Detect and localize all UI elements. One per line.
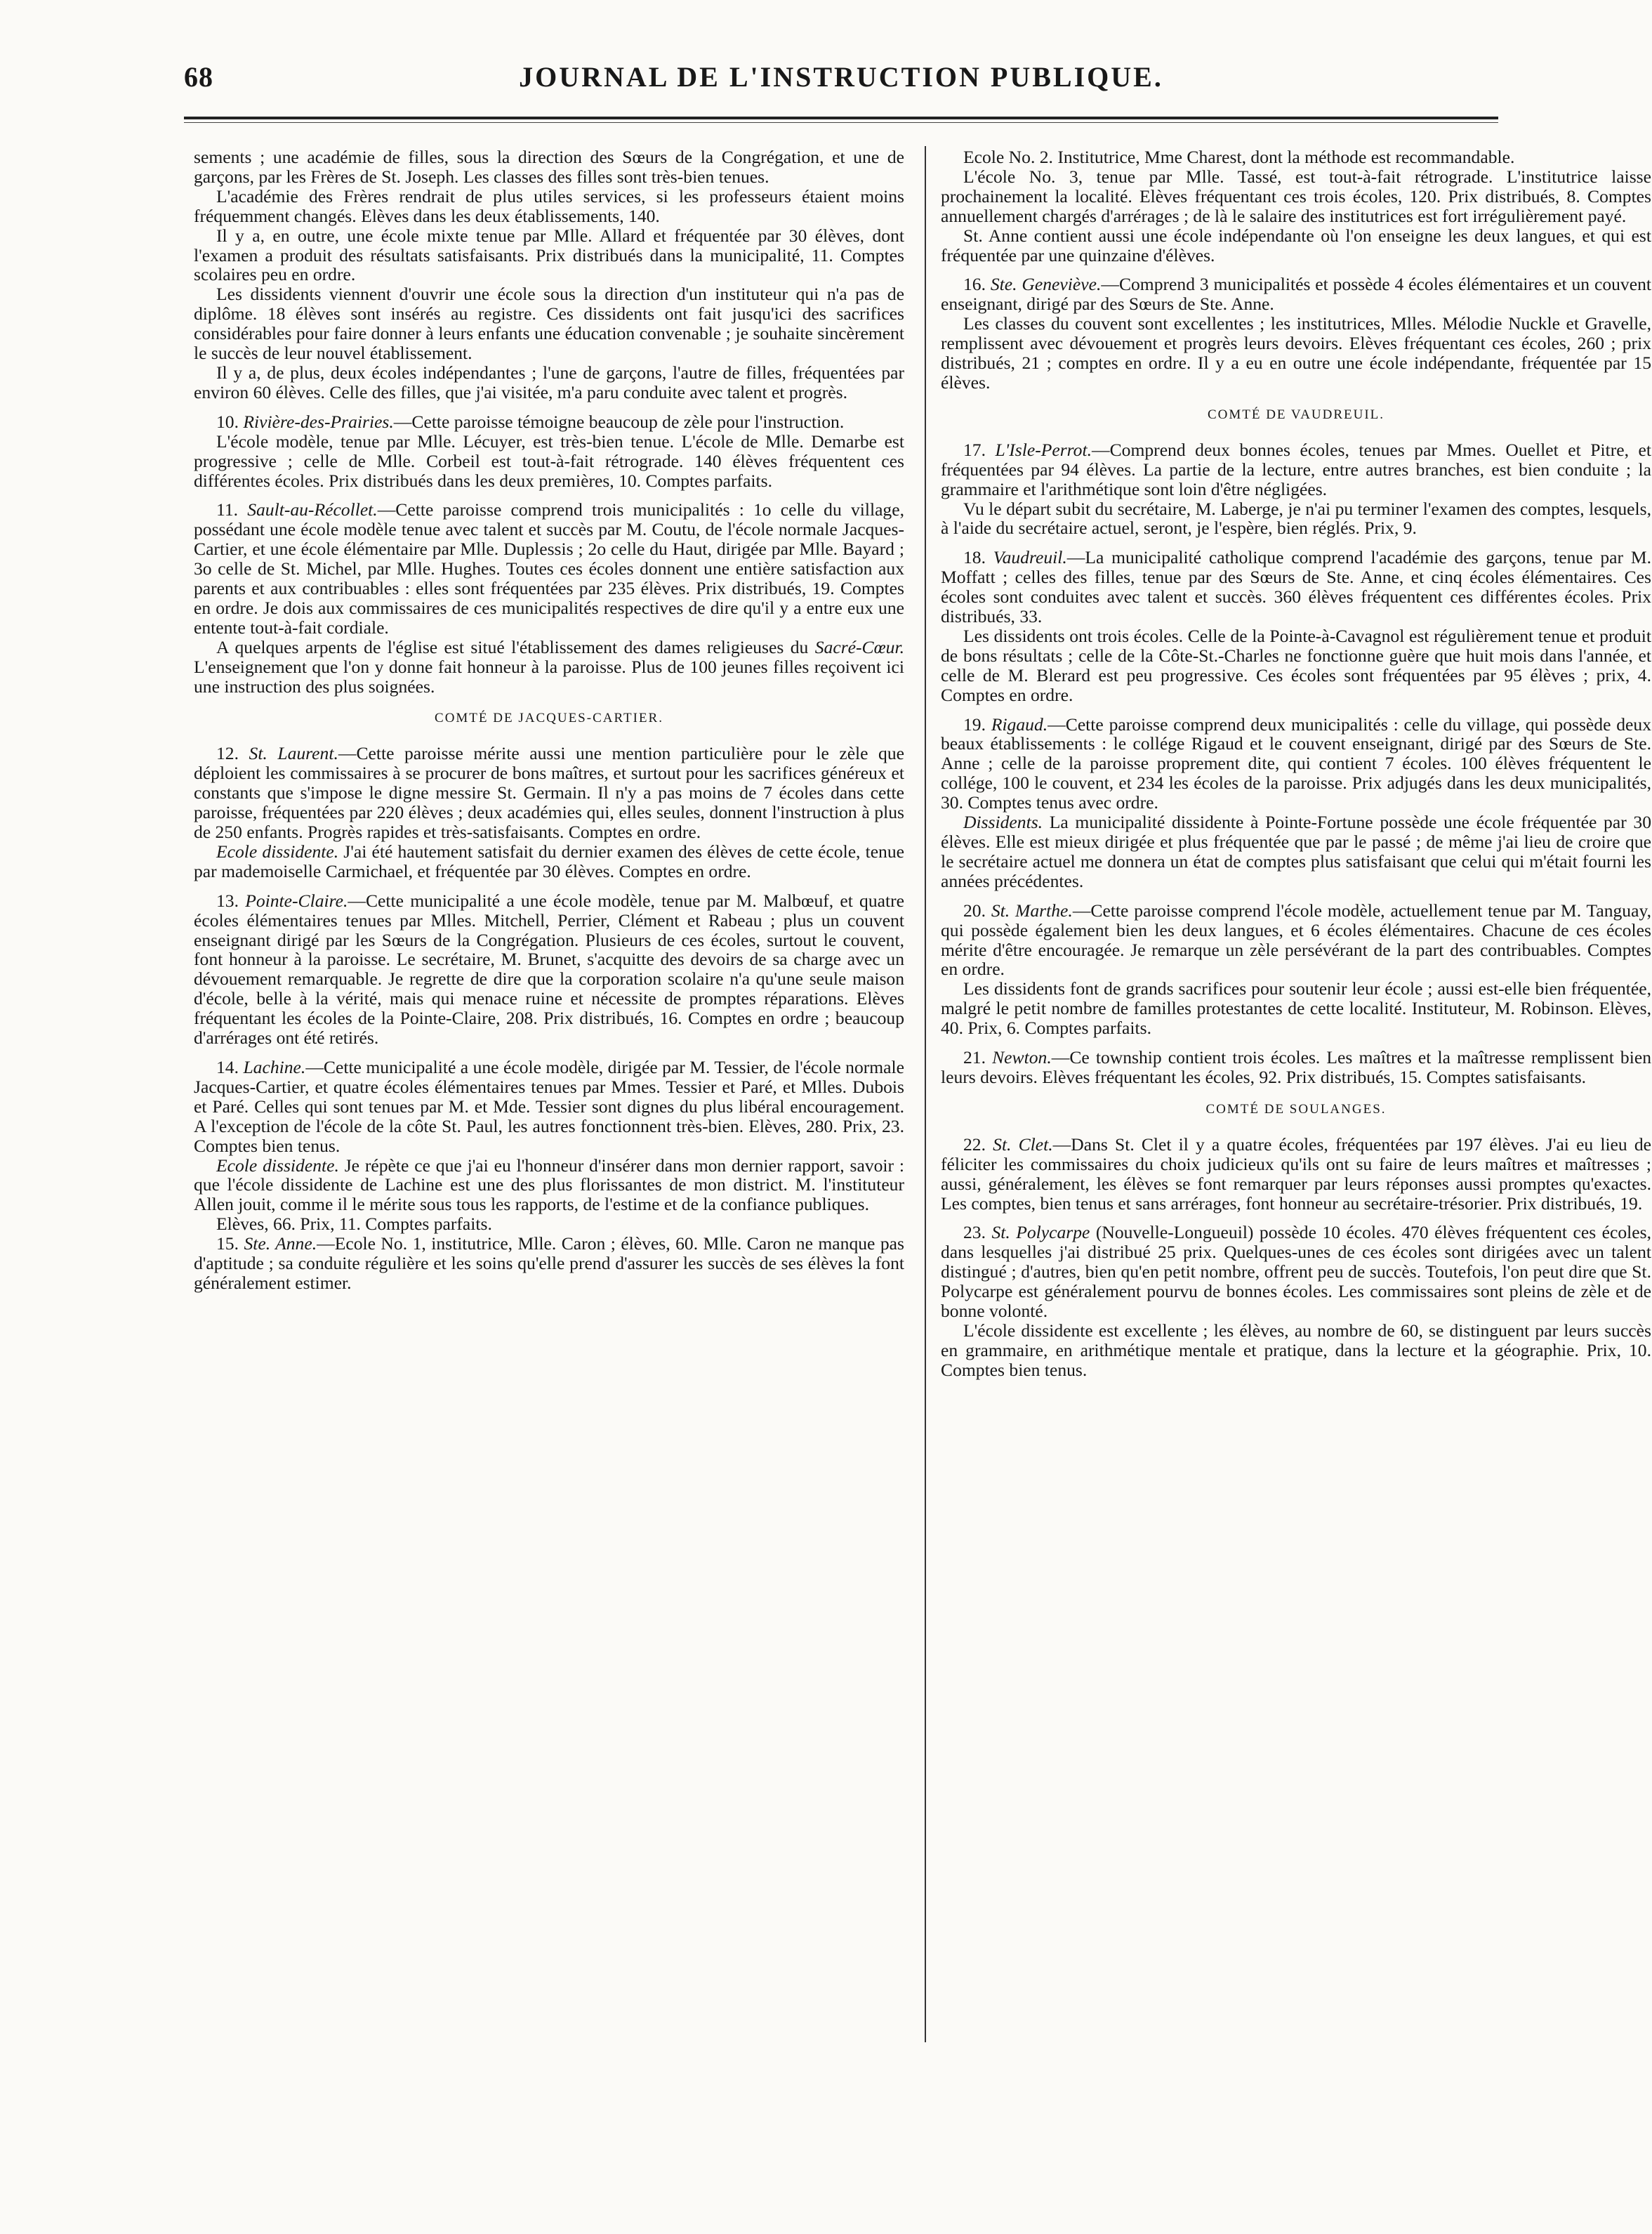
entry-ste-genevieve (941, 275, 1651, 314)
entry-st-marthe (941, 901, 1651, 980)
entry-text: J'ai été hautement satisfait du dernier examen des élèves de cette école, tenue par mademoiselle Carmichael, et fréquentée par 30 élèves. Comptes en ordre. (194, 841, 905, 881)
paragraph: L'académie des Frères rendrait de plus utiles services, si les professeurs étaient moins fréquemment changés. Elèves dans les deux établissements, 140. (194, 185, 904, 226)
entry-st-polycarpe (941, 1223, 1651, 1321)
entry-text: —La municipalité catholique comprend l'académie des garçons, tenue par M. Moffatt ; celles des filles, tenue par des Sœurs de Ste. Anne, et cinq écoles élémentaires. Ces écoles sont conduites avec talent et succès. 360 élèves fréquentent ces différentes écoles. Prix distribués, 33. (941, 547, 1651, 627)
entry-title: Pointe-Claire. (245, 890, 348, 911)
entry-title: Ste. Anne. (244, 1233, 317, 1254)
entry-text: Je répète ce que j'ai eu l'honneur d'insérer dans mon dernier rapport, savoir : que l'école dissidente de Lachine est une des plus florissantes de mon district. M. l'instituteur Allen jouit, comme il le mérite sous tous les rapports, de l'estime et de la confiance publiques. (194, 1155, 904, 1215)
entry-sault-au-recollet (194, 500, 904, 637)
text-run: L'enseignement que l'on y donne fait honneur à la paroisse. Plus de 100 jeunes filles reçoivent ici une instruction des plus soignées. (194, 656, 904, 697)
entry-text: —Ecole No. 1, institutrice, Mlle. Caron ; élèves, 60. Mlle. Caron ne manque pas d'aptitude ; sa conduite régulière et les soins qu'elle prend d'assurer les succès de ses élèves la font généralement estimer. (194, 1233, 904, 1293)
entry-number: 19. (963, 714, 991, 735)
entry-number: 12. (216, 743, 249, 764)
entry-title: L'Isle-Perrot. (995, 439, 1092, 460)
left-column (194, 147, 904, 1293)
paragraph: Il y a, en outre, une école mixte tenue par Mlle. Allard et fréquentée par 30 élèves, dont l'examen a produit des résultats satisfaisants. Prix distribués dans la municipalité, 11. Comptes scolaires peu en ordre. (194, 225, 904, 285)
paragraph: Il y a, de plus, deux écoles indépendantes ; l'une de garçons, l'autre de filles, fréquentées par environ 60 élèves. Celle des filles, que j'ai visitée, m'a paru conduite avec talent et progrès. (194, 362, 904, 402)
paragraph: Vu le départ subit du secrétaire, M. Laberge, je n'ai pu terminer l'examen des comptes, lesquels, à l'aide du secrétaire actuel, seront, je l'espère, bien réglés. Prix, 9. (941, 498, 1651, 539)
entry-text: —Cette paroisse comprend l'école modèle, actuellement tenue par M. Tanguay, qui possède également bien les deux langues, et 6 écoles élémentaires. Chacune de ces écoles mérite d'être encouragée. Je remarque un zèle persévérant de la part des contribuables. Comptes en ordre. (941, 900, 1651, 980)
paragraph (194, 842, 904, 881)
paragraph: Elèves, 66. Prix, 11. Comptes parfaits. (216, 1214, 492, 1235)
right-column (941, 147, 1651, 1380)
text-run: A quelques arpents de l'église est situé l'établissement des dames religieuses du (216, 636, 815, 657)
paragraph: L'école dissidente est excellente ; les élèves, au nombre de 60, se distinguent par leurs succès en grammaire, en arithmétique mentale et pratique, dans la lecture et la géographie. Prix, 10. Comptes bien tenus. (941, 1320, 1651, 1380)
subheading: Dissidents. (963, 812, 1043, 833)
entry-title: Ste. Geneviève. (990, 274, 1102, 295)
paragraph: Les dissidents ont trois écoles. Celle de la Pointe-à-Cavagnol est régulièrement tenue et produit de bons résultats ; celle de la Côte-St.-Charles ne fonctionne guère que huit mois dans l'année, et celle de M. Blerard est peu progressive. Ces écoles sont fréquentées par 95 élèves ; prix, 4. Comptes en ordre. (941, 625, 1651, 705)
entry-number: 21. (963, 1047, 993, 1068)
entry-st-laurent (194, 744, 904, 842)
section-heading-jacques-cartier: COMTÉ DE JACQUES-CARTIER. (435, 711, 663, 726)
paragraph: sements ; une académie de filles, sous la direction des Sœurs de la Congrégation, et une de garçons, par les Frères de St. Joseph. Les classes des filles sont très-bien tenues. (194, 147, 904, 187)
entry-text: —Cette municipalité a une école modèle, tenue par M. Malbœuf, et quatre écoles élémentaires tenues par Mlles. Mitchell, Perrier, Clément et Rabeau ; plus un couvent enseignant dirigé par les Sœurs de la Congrégation. Plusieurs de ces écoles, surtout le couvent, font honneur à la paroisse. Le secrétaire, M. Brunet, s'acquitte des devoirs de sa charge avec un dévouement remarquable. Je regrette de dire que la corporation scolaire n'a qu'une seule maison d'école, belle à la vérité, mais qui menace ruine et nécessite de promptes réparations. Elèves fréquentant les écoles de la Pointe-Claire, 208. Prix distribués, 16. Comptes en ordre ; beaucoup d'arrérages ont été retirés. (194, 890, 904, 1049)
entry-title: Rigaud. (991, 714, 1048, 735)
entry-text: —Ce township contient trois écoles. Les maîtres et la maîtresse remplissent bien leurs devoirs. Elèves fréquentant les écoles, 92. Prix distribués, 15. Comptes satisfaisants. (941, 1047, 1651, 1087)
entry-lachine (194, 1058, 904, 1156)
text-italic: Sacré-Cœur. (814, 636, 904, 657)
entry-number: 14. (216, 1056, 244, 1077)
entry-number: 18. (963, 547, 993, 568)
entry-rivieres-des-prairies (194, 412, 904, 432)
entry-text: —Cette paroisse comprend deux municipalités : celle du village, qui possède deux beaux établissements : le collége Rigaud et le couvent enseignant, dirigé par des Sœurs de Ste. Anne ; celle de la paroisse proprement dite, qui contient 7 écoles. 100 élèves fréquentent le collége, 100 le couvent, et 234 les écoles de la paroisse. Prix adjugés dans les deux municipalités, 30. Comptes tenus avec ordre. (941, 714, 1652, 813)
paragraph: L'école No. 3, tenue par Mlle. Tassé, est tout-à-fait rétrograde. L'institutrice laisse prochainement la localité. Elèves fréquentant ces trois écoles, 120. Prix distribués, 8. Comptes annuellement chargés d'arrérages ; de là le salaire des institutrices est fort irrégulièrement payé. (941, 166, 1651, 226)
entry-number: 22. (963, 1134, 993, 1155)
paragraph: Les dissidents font de grands sacrifices pour soutenir leur école ; aussi est-elle bien fréquentée, malgré le petit nombre de familles protestantes de cette localité. Instituteur, M. Robinson. Elèves, 40. Prix, 6. Comptes parfaits. (941, 978, 1651, 1039)
entry-text: —Cette paroisse comprend trois municipalités : 1o celle du village, possédant une école modèle tenue avec talent et succès par M. Coutu, de l'école normale Jacques-Cartier, et une école élémentaire par Mlle. Duplessis ; 2o celle du Haut, dirigée par Mlle. Bayard ; 3o celle de St. Michel, par Mlle. Hughes. Toutes ces écoles donnent une entière satisfaction aux parents et aux contribuables : elles sont fréquentées par 235 élèves. Prix distribués, 19. Comptes en ordre. Je dois aux commissaires de ces municipalités respectives de dire qu'il y a entre eux une entente tout-à-fait cordiale. (194, 499, 904, 638)
subheading: Ecole dissidente. (216, 1155, 339, 1176)
column-divider (925, 146, 926, 2042)
entry-text: —Cette paroisse témoigne beaucoup de zèle pour l'instruction. (393, 411, 845, 432)
section-heading-vaudreuil: COMTÉ DE VAUDREUIL. (1207, 407, 1385, 422)
entry-vaudreuil (941, 548, 1651, 626)
entry-text: —Comprend deux bonnes écoles, tenues par Mmes. Ouellet et Pitre, et fréquentées par 94 élèves. La partie de la lecture, entre autres branches, est bien conduite ; la grammaire et l'arithmétique sont loin d'être négligées. (941, 439, 1652, 499)
journal-title: JOURNAL DE L'INSTRUCTION PUBLIQUE. (519, 61, 1163, 93)
entry-rigaud (941, 715, 1651, 813)
paragraph: Ecole No. 2. Institutrice, Mme Charest, dont la méthode est recommandable. (963, 147, 1515, 167)
entry-title: Newton. (992, 1047, 1052, 1068)
entry-pointe-claire (194, 891, 904, 1048)
entry-text: (Nouvelle-Longueuil) possède 10 écoles. 470 élèves fréquentent ces écoles, dans lesquelles j'ai distribué 25 prix. Quelques-unes de ces écoles sont dirigées avec un talent distingué ; d'autres, bien qu'en petit nombre, offrent peu de succès. Toutefois, l'on peut dire que St. Polycarpe est généralement pourvu de bonnes écoles. Les commissaires sont pleins de zèle et de bonne volonté. (941, 1222, 1651, 1322)
entry-number: 11. (216, 499, 248, 520)
entry-text: —Cette municipalité a une école modèle, dirigée par M. Tessier, de l'école normale Jacques-Cartier, et quatre écoles élémentaires tenues par Mmes. Tessier et Paré, et Mlles. Dubois et Paré. Celles qui sont tenues par M. et Mde. Tessier sont dignes du plus libéral encouragement. A l'exception de l'école de la côte St. Paul, les autres fonctionnent très-bien. Elèves, 280. Prix, 23. Comptes bien tenus. (194, 1056, 904, 1156)
entry-st-clet (941, 1135, 1651, 1214)
entry-title: St. Laurent. (249, 743, 338, 764)
paragraph: Les dissidents viennent d'ouvrir une école sous la direction d'un instituteur qui n'a pas de diplôme. 18 élèves sont insérés au registre. Ces dissidents ont fait jusqu'ici des sacrifices considérables pour faire donner à leurs enfants une éducation convenable ; je souhaite sincèrement le succès de leur nouvel établissement. (194, 284, 904, 364)
entry-newton (941, 1048, 1651, 1087)
section-heading-soulanges: COMTÉ DE SOULANGES. (1205, 1101, 1387, 1117)
entry-text: —Dans St. Clet il y a quatre écoles, fréquentées par 197 élèves. J'ai eu lieu de féliciter les commissaires du choix judicieux qu'ils ont su faire de leurs maîtres et maîtresses ; aussi, généralement, les élèves se font remarquer par leurs réponses aussi promptes qu'exactes. Les comptes, bien tenus et sans arrérages, font honneur au secrétaire-trésorier. Prix distribués, 19. (941, 1134, 1652, 1214)
entry-text: —Comprend 3 municipalités et possède 4 écoles élémentaires et un couvent enseignant, dirigé par des Sœurs de Ste. Anne. (941, 274, 1651, 315)
entry-number: 16. (963, 274, 991, 295)
entry-text: La municipalité dissidente à Pointe-Fortune possède une école fréquentée par 30 élèves. Elle est mieux dirigée et plus fréquentée que par le passé ; de même j'ai lieu de croire que le secrétaire actuel me donnera un état de comptes plus satisfaisant que celui qui m'était fourni les années précédentes. (941, 812, 1651, 891)
page-header (184, 60, 1498, 103)
entry-ste-anne (194, 1234, 904, 1293)
entry-title: St. Clet. (993, 1134, 1053, 1155)
paragraph (194, 638, 904, 697)
subheading: Ecole dissidente. (216, 841, 339, 862)
entry-title: Rivière-des-Prairies. (243, 411, 394, 432)
entry-title: St. Polycarpe (991, 1222, 1090, 1243)
entry-number: 17. (963, 439, 996, 460)
entry-text: —Cette paroisse mérite aussi une mention particulière pour le zèle que déploient les commissaires à se procurer de bons maîtres, et surtout pour les sacrifices généreux et constants que s'impose le digne messire St. Germain. Il n'y a pas moins de 7 écoles dans cette paroisse, fréquentées par 220 élèves ; deux académies qui, elles seules, donnent l'instruction à plus de 250 enfants. Progrès rapides et très-satisfaisants. Comptes en ordre. (194, 743, 904, 842)
paragraph: St. Anne contient aussi une école indépendante où l'on enseigne les deux langues, et qui est fréquentée par une quinzaine d'élèves. (941, 225, 1651, 265)
entry-number: 15. (216, 1233, 244, 1254)
paragraph (194, 1156, 904, 1215)
entry-isle-perrot (941, 440, 1651, 499)
entry-title: St. Marthe. (991, 900, 1073, 921)
header-rule-thin (184, 122, 1498, 123)
paragraph (941, 813, 1651, 891)
page-number: 68 (184, 61, 213, 93)
entry-title: Lachine. (243, 1056, 306, 1077)
entry-number: 23. (963, 1222, 992, 1243)
entry-number: 20. (963, 900, 991, 921)
paragraph: Les classes du couvent sont excellentes ; les institutrices, Mlles. Mélodie Nuckle et Gravelle, remplissent avec dévouement et progrès leurs devoirs. Elèves fréquentant ces écoles, 260 ; prix distribués, 21 ; comptes en ordre. Il y a eu en outre une école indépendante, fréquentée par 15 élèves. (941, 313, 1651, 393)
paragraph: L'école modèle, tenue par Mlle. Lécuyer, est très-bien tenue. L'école de Mlle. Demarbe est progressive ; celle de Mlle. Corbeil est tout-à-fait rétrograde. 140 élèves fréquentent ces différentes écoles. Prix distribués dans les deux premières, 10. Comptes parfaits. (194, 431, 904, 491)
entry-number: 10. (216, 411, 244, 432)
entry-title: Vaudreuil. (993, 547, 1067, 568)
entry-number: 13. (216, 890, 246, 911)
entry-title: Sault-au-Récollet. (247, 499, 378, 520)
header-rule (184, 117, 1498, 119)
